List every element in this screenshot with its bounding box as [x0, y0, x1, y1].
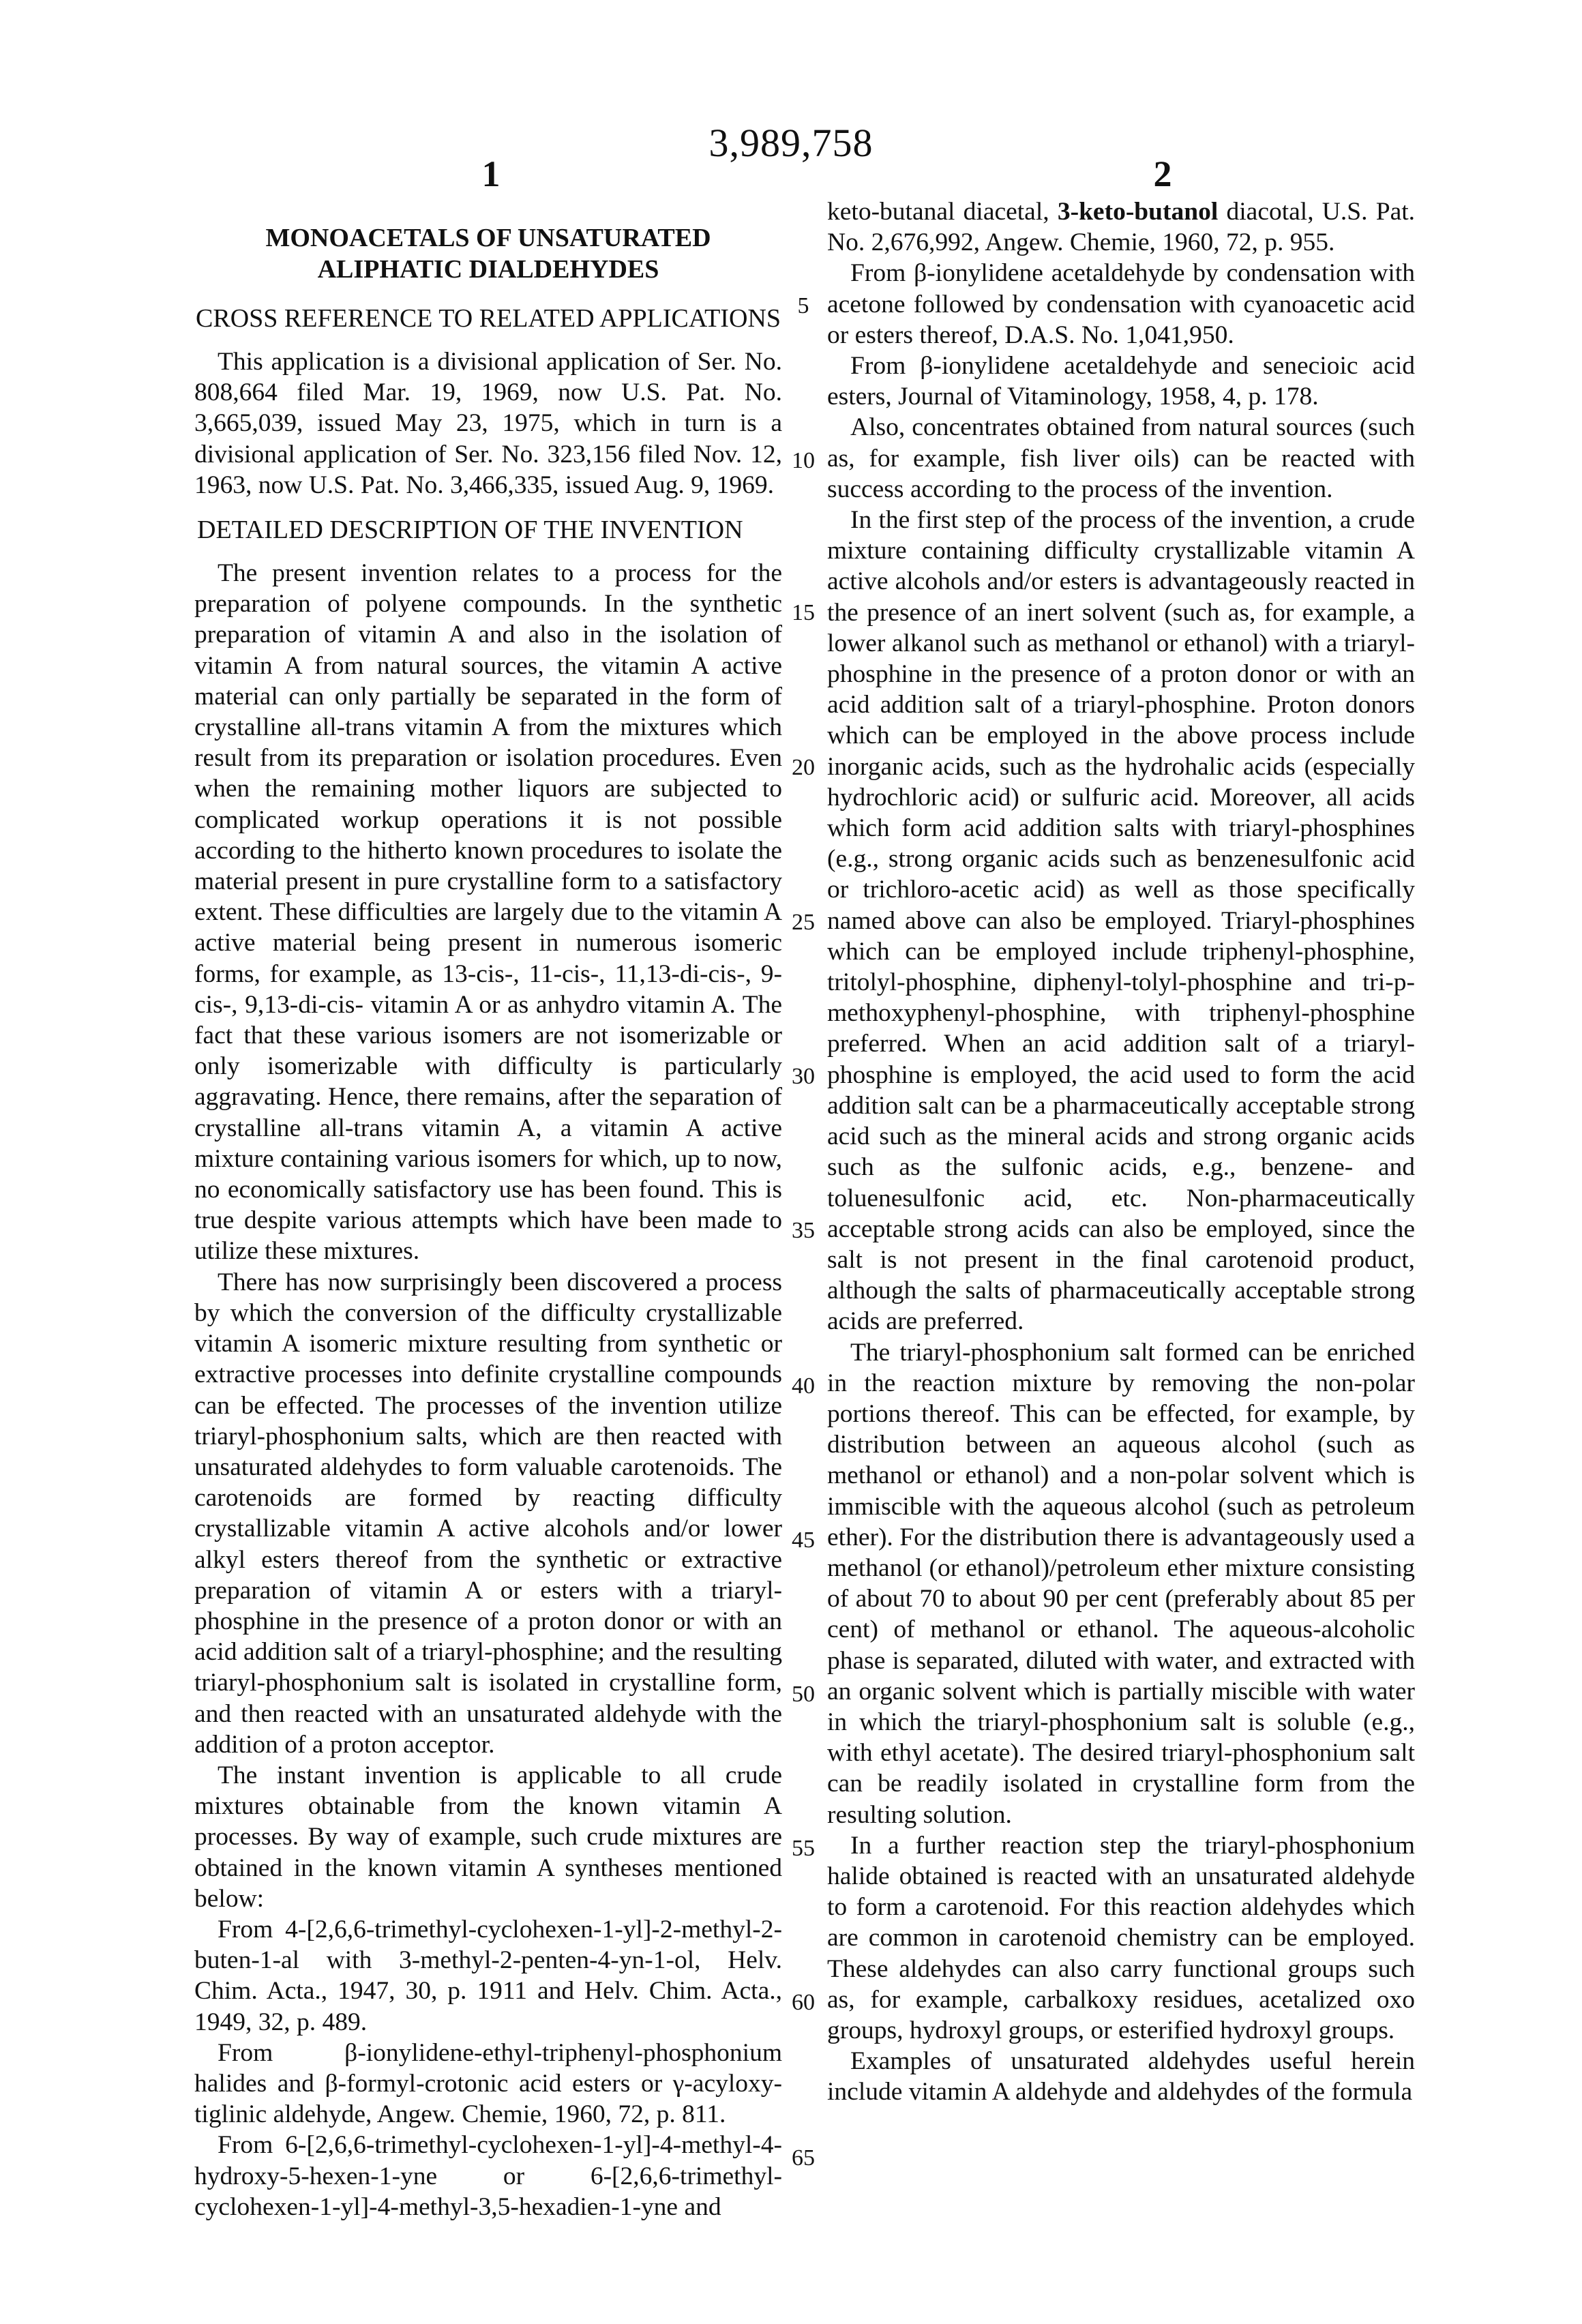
paragraph: From β-ionylidene acetaldehyde by condensation with acetone followed by condensation with cyanoacetic acid or esters thereof, D.A.S. No. 1,041,950. — [827, 259, 1415, 349]
paragraph: In the first step of the process of the invention, a crude mixture containing difficulty crystallizable vitamin A active alcohols and/or esters is advantageously reacted in the presence of an inert solvent (such as, for example, a lower alkanol such as methanol or ethanol) with a triaryl-phosphine in the presence of a proton donor or with an acid addition salt of a triaryl-phosphine. Proton donors which can be employed in the above process include inorganic acids, such as the hydrohalic acids (especially hydrochloric acid) or sulfuric acid. Moreover, all acids which form acid addition salts with triaryl-phosphines (e.g., strong organic acids such as benzenesulfonic acid or trichloro-acetic acid) as well as those specifically named above can also be employed. Triaryl-phosphines which can be employed include triphenyl-phosphine, tritolyl-phosphine, diphenyl-tolyl-phosphine and tri-p-methoxyphenyl-phosphine, with triphenyl-phosphine preferred. When an acid addition salt of a triaryl-phosphine is employed, the acid used to form the acid addition salt can be a pharmaceutically acceptable strong acid such as the mineral acids and strong organic acids such as the sulfonic acids, e.g., benzene- and toluenesulfonic acid, etc. Non-pharmaceutically acceptable strong acids can also be employed, since the salt is not present in the final carotenoid product, although the salts of pharmaceutically acceptable strong acids are preferred. — [827, 506, 1415, 1336]
document-title: MONOACETALS OF UNSATURATED ALIPHATIC DIALDEHYDES — [265, 224, 711, 284]
detailed-description-heading: DETAILED DESCRIPTION OF THE INVENTION — [197, 516, 743, 545]
text-run: diacotal, U.S. Pat. No. 2,676,992, Angew. Chemie, 1960, 72, p. 955. — [827, 198, 1416, 257]
line-number: 55 — [792, 1836, 815, 1861]
line-number: 20 — [792, 755, 815, 780]
column-number-left: 1 — [481, 153, 501, 194]
line-number: 45 — [792, 1528, 815, 1553]
paragraph: From β-ionylidene-ethyl-triphenyl-phosphonium halides and β-formyl-crotonic acid esters or γ-acyloxy-tiglinic aldehyde, Angew. Chemie, 1960, 72, p. 811. — [194, 2038, 782, 2129]
cross-reference-heading: CROSS REFERENCE TO RELATED APPLICATIONS — [196, 304, 781, 333]
paragraph: From 6-[2,6,6-trimethyl-cyclohexen-1-yl]-4-methyl-4-hydroxy-5-hexen-1-yne or 6-[2,6,6-trimethyl-cyclohexen-1-yl]-4-methyl-3,5-hexadien-1-yne and — [194, 2131, 782, 2221]
paragraph: The present invention relates to a process for the preparation of polyene compounds. In the synthetic preparation of vitamin A and also in the isolation of vitamin A from natural sources, the vitamin A active material can only partially be separated in the form of crystalline all-trans vitamin A from the mixtures which result from its preparation or isolation procedures. Even when the remaining mother liquors are subjected to complicated workup operations it is not possible according to the hitherto known procedures to isolate the material present in pure crystalline form to a satisfactory extent. These difficulties are largely due to the vitamin A active material being present in numerous isomeric forms, for example, as 13-cis-, 11-cis-, 11,13-di-cis-, 9-cis-, 9,13-di-cis- vitamin A or as anhydro vitamin A. The fact that these various isomers are not isomerizable or only isomerizable with difficulty is particularly aggravating. Hence, there remains, after the separation of crystalline all-trans vitamin A, a vitamin A active mixture containing various isomers for which, up to now, no economically satisfactory use has been found. This is true despite various attempts which have been made to utilize these mixtures. — [194, 559, 782, 1266]
paragraph-continuation — [827, 196, 1415, 258]
line-number: 15 — [792, 600, 815, 625]
column-number-right: 2 — [1153, 153, 1172, 194]
bold-compound-name: 3-keto-butanol — [1057, 198, 1219, 226]
text-run: keto-butanal diacetal, — [827, 198, 1058, 226]
line-number: 40 — [792, 1373, 815, 1399]
paragraph: From β-ionylidene acetaldehyde and senecioic acid esters, Journal of Vitaminology, 1958, 4, p. 178. — [827, 352, 1415, 411]
line-number: 60 — [792, 1990, 815, 2015]
line-number: 25 — [792, 910, 815, 935]
cross-reference-paragraph: This application is a divisional application of Ser. No. 808,664 filed Mar. 19, 1969, now U.S. Pat. No. 3,665,039, issued May 23, 1975, which in turn is a divisional application of Ser. No. 323,156 filed Nov. 12, 1963, now U.S. Pat. No. 3,466,335, issued Aug. 9, 1969. — [194, 348, 782, 499]
line-number: 35 — [792, 1218, 815, 1243]
left-column — [194, 198, 782, 2222]
right-column — [827, 196, 1415, 2108]
paragraph: In a further reaction step the triaryl-phosphonium halide obtained is reacted with an unsaturated aldehyde to form a carotenoid. For this reaction aldehydes which are common in carotenoid chemistry can be employed. These aldehydes can also carry functional groups such as, for example, carbalkoxy residues, acetalized oxo groups, hydroxyl groups, or esterified hydroxyl groups. — [827, 1831, 1415, 2044]
paragraph: The instant invention is applicable to all crude mixtures obtainable from the known vitamin A processes. By way of example, such crude mixtures are obtained in the known vitamin A syntheses mentioned below: — [194, 1761, 782, 1913]
paragraph: Also, concentrates obtained from natural sources (such as, for example, fish liver oils) can be reacted with success according to the process of the invention. — [827, 413, 1415, 503]
line-number: 65 — [792, 2145, 815, 2171]
paragraph: Examples of unsaturated aldehydes useful herein include vitamin A aldehyde and aldehydes of the formula — [827, 2047, 1415, 2106]
paragraph: From 4-[2,6,6-trimethyl-cyclohexen-1-yl]-2-methyl-2-buten-1-al with 3-methyl-2-penten-4-yn-1-ol, Helv. Chim. Acta., 1947, 30, p. 1911 and Helv. Chim. Acta., 1949, 32, p. 489. — [194, 1915, 782, 2036]
paragraph: The triaryl-phosphonium salt formed can be enriched in the reaction mixture by removing the non-polar portions thereof. This can be effected, for example, by distribution between an aqueous alcohol (such as methanol or ethanol) and a non-polar solvent which is immiscible with the aqueous alcohol (such as petroleum ether). For the distribution there is advantageously used a methanol (or ethanol)/petroleum ether mixture consisting of about 70 to about 90 per cent (preferably about 85 per cent) of methanol or ethanol. The aqueous-alcoholic phase is separated, diluted with water, and extracted with an organic solvent which is partially miscible with water in which the triaryl-phosphonium salt is soluble (e.g., with ethyl acetate). The desired triaryl-phosphonium salt can be readily isolated in crystalline form from the resulting solution. — [827, 1338, 1415, 1829]
line-number: 30 — [792, 1064, 815, 1089]
patent-number: 3,989,758 — [708, 121, 874, 165]
line-number: 10 — [792, 448, 815, 473]
line-number: 5 — [797, 293, 809, 318]
paragraph: There has now surprisingly been discovered a process by which the conversion of the difficulty crystallizable vitamin A isomeric mixture resulting from synthetic or extractive processes into definite crystalline compounds can be effected. The processes of the invention utilize triaryl-phosphonium salts, which are then reacted with unsaturated aldehydes to form valuable carotenoids. The carotenoids are formed by reacting difficulty crystallizable vitamin A active alcohols and/or lower alkyl esters thereof from the synthetic or extractive preparation of vitamin A or esters with a triaryl-phosphine in the presence of a proton donor or with an acid addition salt of a triaryl-phosphine; and the resulting triaryl-phosphonium salt is isolated in crystalline form, and then reacted with an unsaturated aldehyde with the addition of a proton acceptor. — [194, 1268, 782, 1759]
line-number: 50 — [792, 1682, 815, 1707]
